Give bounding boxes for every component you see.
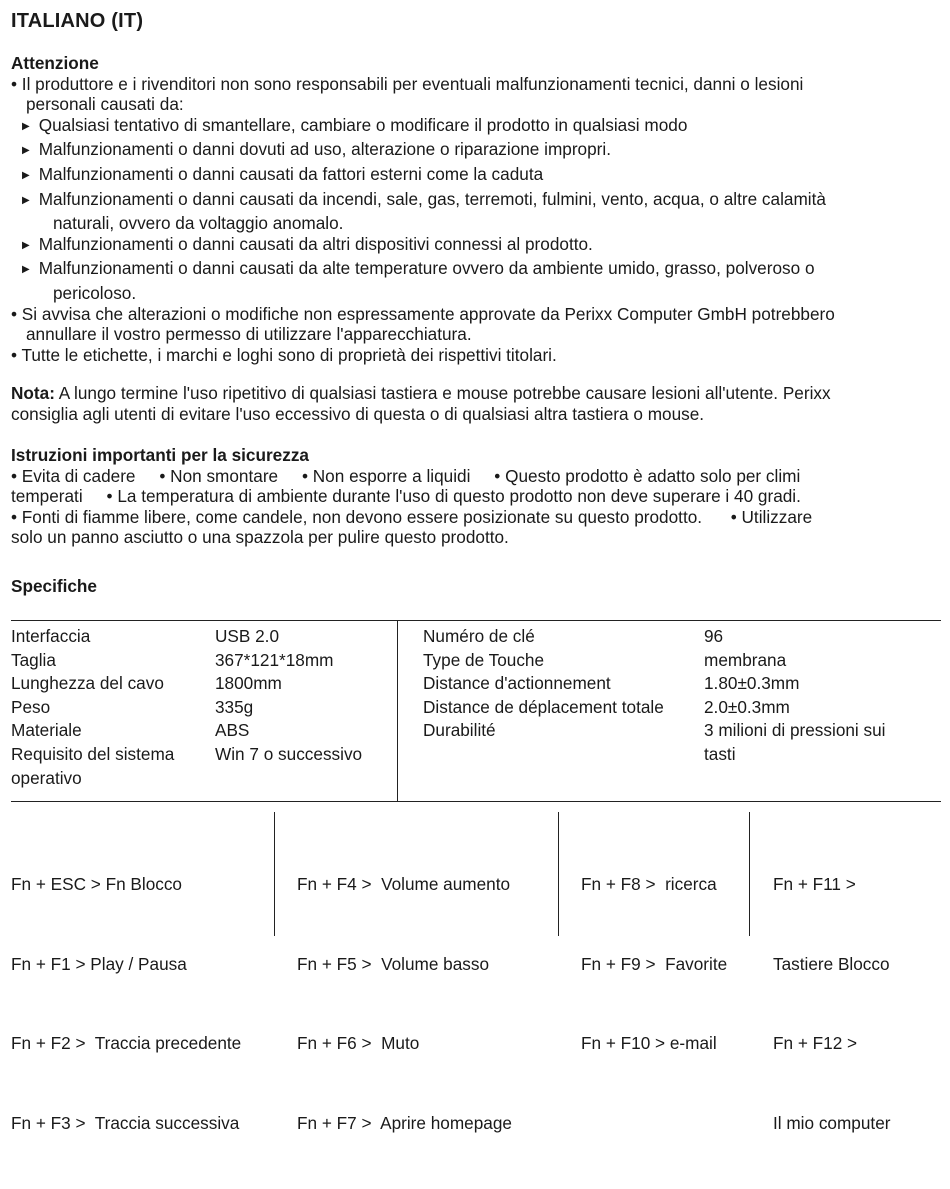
specs-heading: Specifiche xyxy=(11,576,97,596)
safety-section xyxy=(11,445,812,548)
triangle-bullet-icon: ▶ xyxy=(22,120,30,132)
fn-divider xyxy=(749,812,750,936)
sub-item-cont: naturali, ovvero da voltaggio anomalo. xyxy=(53,213,344,234)
safety-heading: Istruzioni importanti per la sicurezza xyxy=(11,445,309,465)
sub-item: ▶ Malfunzionamenti o danni causati da incendi, sale, gas, terremoti, fulmini, vento, acqua, o altre calamità xyxy=(11,189,835,214)
spec-right-labels: Numéro de clé Type de Touche Distance d'actionnement Distance de déplacement totale Durabilité xyxy=(423,626,664,741)
attention-bullet-3: • Tutte le etichette, i marchi e loghi sono di proprietà dei rispettivi titolari. xyxy=(11,344,557,365)
sub-item: ▶ Malfunzionamenti o danni causati da alte temperature ovvero da ambiente umido, grasso, polveroso o xyxy=(11,258,835,283)
fn-divider xyxy=(558,812,559,936)
sub-item: ▶ Malfunzionamenti o danni dovuti ad uso, alterazione o riparazione impropri. xyxy=(11,139,835,164)
triangle-bullet-icon: ▶ xyxy=(22,264,30,276)
attention-section xyxy=(11,53,835,365)
sub-item: ▶ Malfunzionamenti o danni causati da fattori esterni come la caduta xyxy=(11,164,835,189)
note-text-cont: consiglia agli utenti di evitare l'uso eccessivo di questa o di qualsiasi altra tastiera o mouse. xyxy=(11,403,705,424)
note-section xyxy=(11,383,831,424)
note-text: A lungo termine l'uso ripetitivo di qualsiasi tastiera e mouse potrebbe causare lesioni all'utente. Perixx xyxy=(54,383,831,403)
spec-divider xyxy=(397,621,398,801)
fn-column-2: Fn + F4 > Volume aumento Fn + F5 > Volume basso Fn + F6 > Muto Fn + F7 > Aprire homepage xyxy=(297,874,512,1133)
spec-left-values: USB 2.0 367*121*18mm 1800mm 335g ABS Win 7 o successivo xyxy=(215,626,363,764)
note-label: Nota: xyxy=(11,383,55,403)
triangle-bullet-icon: ▶ xyxy=(22,169,30,181)
fn-divider xyxy=(274,812,275,936)
attention-bullet-2-cont: annullare il vostro permesso di utilizzare l'apparecchiatura. xyxy=(26,324,472,345)
triangle-bullet-icon: ▶ xyxy=(22,145,30,157)
spec-table xyxy=(11,620,941,802)
fn-column-3: Fn + F8 > ricerca Fn + F9 > Favorite Fn + F10 > e-mail xyxy=(581,874,728,1053)
spec-left-labels: Interfaccia Taglia Lunghezza del cavo Peso Materiale Requisito del sistema operativo xyxy=(11,626,175,788)
safety-line: • Fonti di fiamme libere, come candele, non devono essere posizionate su questo prodotto. • Utilizzare xyxy=(11,506,813,527)
safety-line: solo un panno asciutto o una spazzola per pulire questo prodotto. xyxy=(11,527,509,548)
safety-line: • Evita di cadere • Non smontare • Non esporre a liquidi • Questo prodotto è adatto solo per climi xyxy=(11,465,801,486)
attention-bullet-1-cont: personali causati da: xyxy=(26,94,184,115)
sub-item: ▶ Qualsiasi tentativo di smantellare, cambiare o modificare il prodotto in qualsiasi modo xyxy=(11,115,835,140)
fn-column-4: Fn + F11 > Tastiere Blocco Fn + F12 > Il mio computer xyxy=(773,874,891,1133)
attention-heading: Attenzione xyxy=(11,53,99,73)
sub-item-cont: pericoloso. xyxy=(53,282,137,303)
attention-bullet-1: • Il produttore e i rivenditori non sono responsabili per eventuali malfunzionamenti tecnici, danni o lesioni xyxy=(11,73,804,94)
attention-bullet-2: • Si avvisa che alterazioni o modifiche non espressamente approvate da Perixx Computer GmbH potrebbero xyxy=(11,303,835,324)
sub-item: ▶ Malfunzionamenti o danni causati da altri dispositivi connessi al prodotto. xyxy=(11,234,835,259)
page-title: ITALIANO (IT) xyxy=(11,10,144,32)
triangle-bullet-icon: ▶ xyxy=(22,239,30,251)
fn-column-1: Fn + ESC > Fn Blocco Fn + F1 > Play / Pausa Fn + F2 > Traccia precedente Fn + F3 > Traccia successiva xyxy=(11,874,242,1133)
fn-key-table xyxy=(11,812,941,1133)
triangle-bullet-icon: ▶ xyxy=(22,194,30,206)
spec-right-values: 96 membrana 1.80±0.3mm 2.0±0.3mm 3 milioni di pressioni sui tasti xyxy=(704,626,886,764)
safety-line: temperati • La temperatura di ambiente durante l'uso di questo prodotto non deve superare i 40 gradi. xyxy=(11,486,801,507)
